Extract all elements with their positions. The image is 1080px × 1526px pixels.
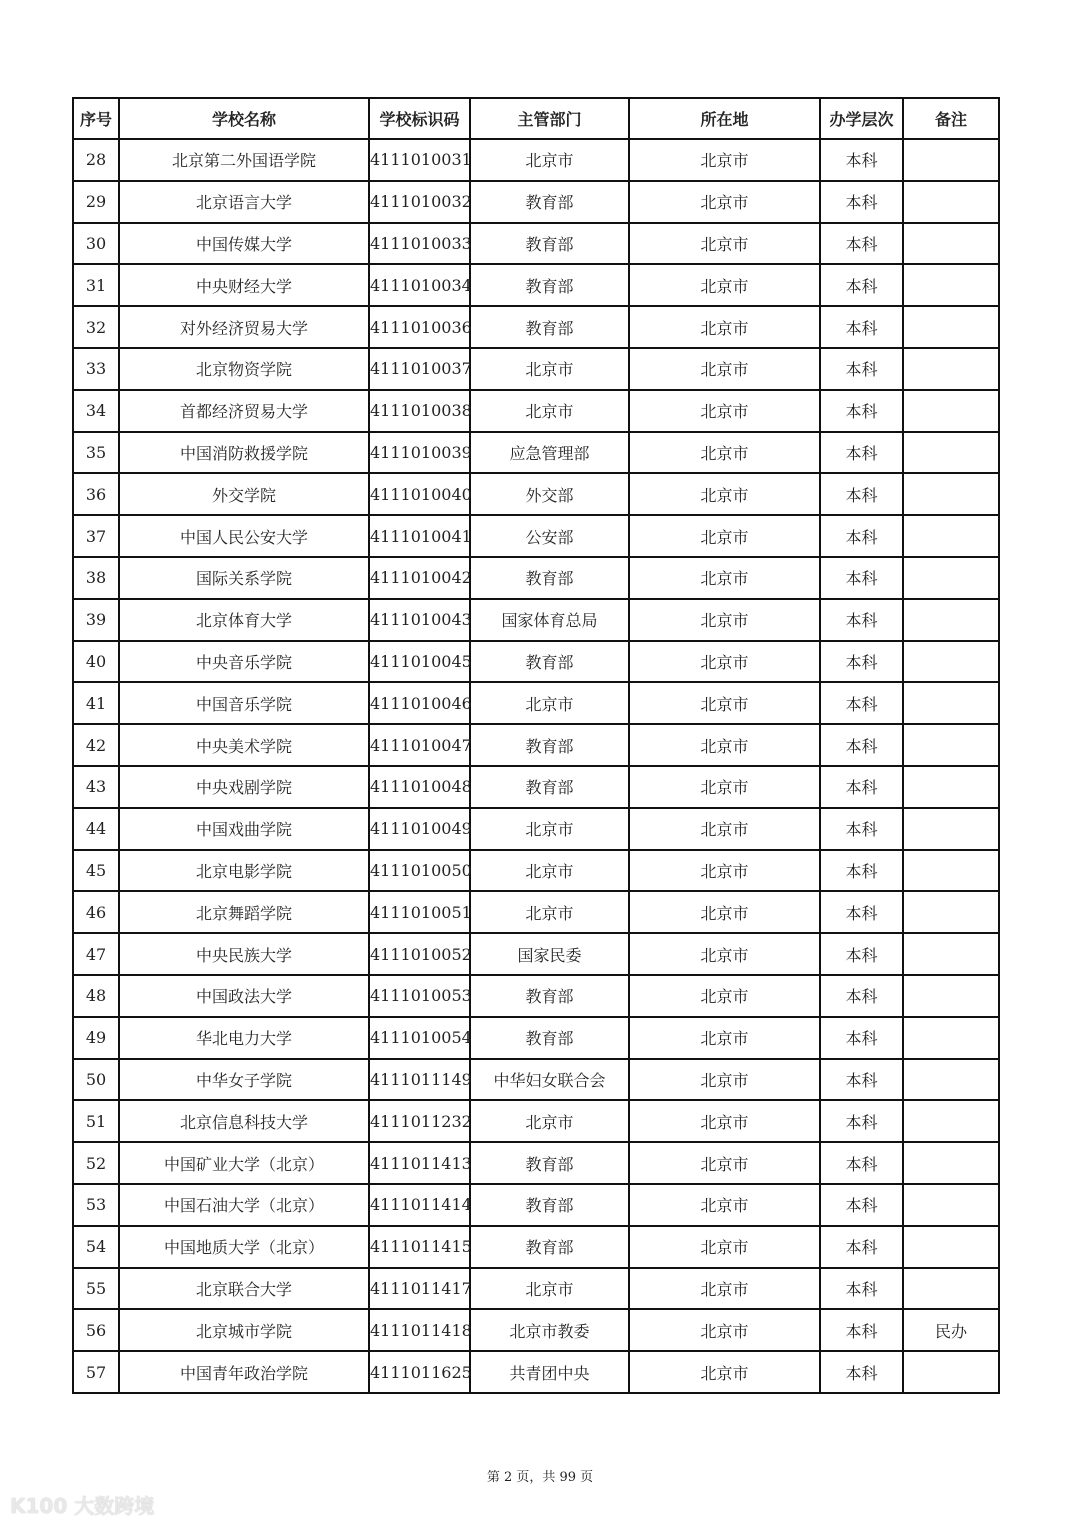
cell-location: 北京市 xyxy=(629,724,820,766)
cell-remark xyxy=(903,1059,999,1101)
cell-level: 本科 xyxy=(820,1309,903,1351)
cell-location: 北京市 xyxy=(629,1184,820,1226)
cell-school-name: 中国地质大学（北京） xyxy=(119,1226,369,1268)
cell-level: 本科 xyxy=(820,390,903,432)
cell-location: 北京市 xyxy=(629,682,820,724)
table-row xyxy=(73,1184,999,1226)
cell-index: 45 xyxy=(73,850,119,892)
cell-department: 教育部 xyxy=(470,306,629,348)
cell-department: 北京市 xyxy=(470,891,629,933)
cell-remark xyxy=(903,808,999,850)
header-department: 主管部门 xyxy=(470,98,629,139)
cell-location: 北京市 xyxy=(629,1268,820,1310)
cell-index: 46 xyxy=(73,891,119,933)
cell-level: 本科 xyxy=(820,306,903,348)
cell-level: 本科 xyxy=(820,473,903,515)
cell-department: 共青团中央 xyxy=(470,1351,629,1393)
cell-remark xyxy=(903,306,999,348)
cell-school-name: 北京信息科技大学 xyxy=(119,1100,369,1142)
table-row xyxy=(73,473,999,515)
cell-school-name: 北京语言大学 xyxy=(119,181,369,223)
cell-remark xyxy=(903,1017,999,1059)
cell-school-name: 北京电影学院 xyxy=(119,850,369,892)
cell-level: 本科 xyxy=(820,1017,903,1059)
cell-location: 北京市 xyxy=(629,1017,820,1059)
cell-department: 教育部 xyxy=(470,1142,629,1184)
cell-location: 北京市 xyxy=(629,1059,820,1101)
table-row xyxy=(73,1351,999,1393)
cell-level: 本科 xyxy=(820,348,903,390)
table-row xyxy=(73,850,999,892)
table-row xyxy=(73,1017,999,1059)
cell-school-code: 4111011418 xyxy=(369,1309,470,1351)
cell-location: 北京市 xyxy=(629,1309,820,1351)
cell-location: 北京市 xyxy=(629,264,820,306)
cell-remark xyxy=(903,599,999,641)
cell-school-code: 4111011414 xyxy=(369,1184,470,1226)
cell-level: 本科 xyxy=(820,1059,903,1101)
table-row xyxy=(73,682,999,724)
cell-school-name: 中国音乐学院 xyxy=(119,682,369,724)
cell-school-code: 4111011413 xyxy=(369,1142,470,1184)
table-row xyxy=(73,306,999,348)
table-row xyxy=(73,641,999,683)
table-row xyxy=(73,724,999,766)
header-remark: 备注 xyxy=(903,98,999,139)
cell-index: 43 xyxy=(73,766,119,808)
cell-remark xyxy=(903,223,999,265)
cell-level: 本科 xyxy=(820,1100,903,1142)
cell-location: 北京市 xyxy=(629,1100,820,1142)
cell-remark xyxy=(903,850,999,892)
cell-department: 教育部 xyxy=(470,641,629,683)
cell-school-name: 中央戏剧学院 xyxy=(119,766,369,808)
cell-school-name: 华北电力大学 xyxy=(119,1017,369,1059)
cell-location: 北京市 xyxy=(629,850,820,892)
table-row xyxy=(73,766,999,808)
table-row xyxy=(73,557,999,599)
cell-department: 教育部 xyxy=(470,223,629,265)
cell-remark xyxy=(903,139,999,181)
cell-school-name: 中国石油大学（北京） xyxy=(119,1184,369,1226)
cell-index: 33 xyxy=(73,348,119,390)
cell-level: 本科 xyxy=(820,1226,903,1268)
cell-school-code: 4111010052 xyxy=(369,933,470,975)
cell-index: 34 xyxy=(73,390,119,432)
cell-school-name: 北京第二外国语学院 xyxy=(119,139,369,181)
cell-school-name: 中国矿业大学（北京） xyxy=(119,1142,369,1184)
cell-department: 北京市教委 xyxy=(470,1309,629,1351)
table-row xyxy=(73,139,999,181)
cell-school-name: 中央民族大学 xyxy=(119,933,369,975)
cell-department: 中华妇女联合会 xyxy=(470,1059,629,1101)
cell-school-code: 4111010043 xyxy=(369,599,470,641)
cell-department: 北京市 xyxy=(470,1268,629,1310)
cell-department: 教育部 xyxy=(470,181,629,223)
cell-index: 39 xyxy=(73,599,119,641)
table-row xyxy=(73,975,999,1017)
cell-remark xyxy=(903,432,999,474)
cell-school-name: 中央财经大学 xyxy=(119,264,369,306)
cell-school-code: 4111011417 xyxy=(369,1268,470,1310)
cell-remark xyxy=(903,473,999,515)
cell-index: 48 xyxy=(73,975,119,1017)
table-row xyxy=(73,1268,999,1310)
cell-department: 国家体育总局 xyxy=(470,599,629,641)
table-row xyxy=(73,223,999,265)
cell-department: 教育部 xyxy=(470,1226,629,1268)
cell-school-code: 4111010047 xyxy=(369,724,470,766)
cell-school-name: 北京物资学院 xyxy=(119,348,369,390)
table-row xyxy=(73,891,999,933)
cell-level: 本科 xyxy=(820,515,903,557)
cell-index: 47 xyxy=(73,933,119,975)
cell-level: 本科 xyxy=(820,766,903,808)
cell-school-code: 4111010048 xyxy=(369,766,470,808)
header-school-name: 学校名称 xyxy=(119,98,369,139)
cell-location: 北京市 xyxy=(629,766,820,808)
table-row xyxy=(73,432,999,474)
watermark-logo: K100 大数跨境 xyxy=(10,1494,155,1518)
cell-level: 本科 xyxy=(820,264,903,306)
cell-remark xyxy=(903,515,999,557)
cell-school-code: 4111011415 xyxy=(369,1226,470,1268)
cell-school-name: 北京舞蹈学院 xyxy=(119,891,369,933)
cell-location: 北京市 xyxy=(629,432,820,474)
cell-index: 32 xyxy=(73,306,119,348)
cell-remark xyxy=(903,264,999,306)
cell-school-code: 4111010045 xyxy=(369,641,470,683)
cell-remark: 民办 xyxy=(903,1309,999,1351)
header-index: 序号 xyxy=(73,98,119,139)
cell-school-code: 4111010032 xyxy=(369,181,470,223)
cell-location: 北京市 xyxy=(629,390,820,432)
cell-school-name: 外交学院 xyxy=(119,473,369,515)
table-row xyxy=(73,348,999,390)
cell-index: 56 xyxy=(73,1309,119,1351)
cell-location: 北京市 xyxy=(629,1351,820,1393)
cell-location: 北京市 xyxy=(629,515,820,557)
cell-index: 57 xyxy=(73,1351,119,1393)
cell-index: 51 xyxy=(73,1100,119,1142)
cell-level: 本科 xyxy=(820,724,903,766)
cell-school-name: 中央美术学院 xyxy=(119,724,369,766)
cell-school-name: 中国传媒大学 xyxy=(119,223,369,265)
cell-level: 本科 xyxy=(820,139,903,181)
cell-department: 北京市 xyxy=(470,348,629,390)
page-number: 第 2 页，共 99 页 xyxy=(486,1470,594,1485)
cell-school-code: 4111011232 xyxy=(369,1100,470,1142)
cell-location: 北京市 xyxy=(629,181,820,223)
cell-remark xyxy=(903,1184,999,1226)
cell-school-name: 对外经济贸易大学 xyxy=(119,306,369,348)
cell-remark xyxy=(903,557,999,599)
schools-table xyxy=(72,97,1000,1394)
cell-school-name: 中央音乐学院 xyxy=(119,641,369,683)
cell-remark xyxy=(903,1142,999,1184)
cell-school-code: 4111010042 xyxy=(369,557,470,599)
cell-index: 40 xyxy=(73,641,119,683)
cell-location: 北京市 xyxy=(629,641,820,683)
cell-school-code: 4111010033 xyxy=(369,223,470,265)
cell-index: 29 xyxy=(73,181,119,223)
cell-level: 本科 xyxy=(820,1142,903,1184)
table-row xyxy=(73,599,999,641)
cell-remark xyxy=(903,641,999,683)
cell-remark xyxy=(903,390,999,432)
cell-school-name: 中国青年政治学院 xyxy=(119,1351,369,1393)
cell-school-code: 4111010041 xyxy=(369,515,470,557)
cell-level: 本科 xyxy=(820,557,903,599)
cell-index: 28 xyxy=(73,139,119,181)
cell-school-name: 中国消防救援学院 xyxy=(119,432,369,474)
table-row xyxy=(73,933,999,975)
cell-remark xyxy=(903,891,999,933)
table-row xyxy=(73,1226,999,1268)
cell-level: 本科 xyxy=(820,808,903,850)
cell-school-code: 4111010050 xyxy=(369,850,470,892)
cell-level: 本科 xyxy=(820,1184,903,1226)
cell-school-code: 4111011625 xyxy=(369,1351,470,1393)
cell-level: 本科 xyxy=(820,599,903,641)
table-row xyxy=(73,515,999,557)
cell-location: 北京市 xyxy=(629,473,820,515)
cell-department: 北京市 xyxy=(470,390,629,432)
table-row xyxy=(73,181,999,223)
cell-school-name: 中国人民公安大学 xyxy=(119,515,369,557)
cell-department: 教育部 xyxy=(470,724,629,766)
cell-index: 30 xyxy=(73,223,119,265)
cell-index: 54 xyxy=(73,1226,119,1268)
cell-school-code: 4111010049 xyxy=(369,808,470,850)
cell-remark xyxy=(903,975,999,1017)
cell-department: 北京市 xyxy=(470,1100,629,1142)
cell-level: 本科 xyxy=(820,975,903,1017)
cell-index: 53 xyxy=(73,1184,119,1226)
cell-level: 本科 xyxy=(820,850,903,892)
cell-level: 本科 xyxy=(820,933,903,975)
cell-department: 北京市 xyxy=(470,850,629,892)
cell-index: 52 xyxy=(73,1142,119,1184)
cell-index: 50 xyxy=(73,1059,119,1101)
cell-school-name: 北京城市学院 xyxy=(119,1309,369,1351)
cell-school-code: 4111011149 xyxy=(369,1059,470,1101)
cell-location: 北京市 xyxy=(629,808,820,850)
cell-index: 41 xyxy=(73,682,119,724)
cell-location: 北京市 xyxy=(629,1142,820,1184)
cell-department: 教育部 xyxy=(470,766,629,808)
cell-location: 北京市 xyxy=(629,1226,820,1268)
cell-index: 31 xyxy=(73,264,119,306)
cell-department: 外交部 xyxy=(470,473,629,515)
cell-remark xyxy=(903,933,999,975)
cell-department: 北京市 xyxy=(470,139,629,181)
cell-school-name: 北京体育大学 xyxy=(119,599,369,641)
header-school-code: 学校标识码 xyxy=(369,98,470,139)
cell-location: 北京市 xyxy=(629,306,820,348)
cell-remark xyxy=(903,1268,999,1310)
cell-school-name: 北京联合大学 xyxy=(119,1268,369,1310)
cell-location: 北京市 xyxy=(629,139,820,181)
cell-school-name: 中国戏曲学院 xyxy=(119,808,369,850)
cell-department: 北京市 xyxy=(470,682,629,724)
cell-department: 公安部 xyxy=(470,515,629,557)
cell-department: 教育部 xyxy=(470,557,629,599)
cell-remark xyxy=(903,1100,999,1142)
cell-school-code: 4111010038 xyxy=(369,390,470,432)
table-row xyxy=(73,808,999,850)
cell-remark xyxy=(903,1226,999,1268)
cell-department: 教育部 xyxy=(470,264,629,306)
cell-index: 35 xyxy=(73,432,119,474)
cell-location: 北京市 xyxy=(629,975,820,1017)
cell-school-name: 首都经济贸易大学 xyxy=(119,390,369,432)
cell-remark xyxy=(903,724,999,766)
table-row xyxy=(73,1142,999,1184)
header-level: 办学层次 xyxy=(820,98,903,139)
cell-level: 本科 xyxy=(820,1268,903,1310)
cell-department: 国家民委 xyxy=(470,933,629,975)
cell-school-name: 中华女子学院 xyxy=(119,1059,369,1101)
cell-index: 49 xyxy=(73,1017,119,1059)
cell-location: 北京市 xyxy=(629,557,820,599)
cell-school-name: 中国政法大学 xyxy=(119,975,369,1017)
cell-school-code: 4111010036 xyxy=(369,306,470,348)
cell-location: 北京市 xyxy=(629,599,820,641)
table-row xyxy=(73,1309,999,1351)
cell-school-code: 4111010053 xyxy=(369,975,470,1017)
cell-level: 本科 xyxy=(820,223,903,265)
cell-location: 北京市 xyxy=(629,933,820,975)
cell-remark xyxy=(903,1351,999,1393)
cell-index: 37 xyxy=(73,515,119,557)
cell-location: 北京市 xyxy=(629,891,820,933)
cell-location: 北京市 xyxy=(629,348,820,390)
cell-school-code: 4111010039 xyxy=(369,432,470,474)
cell-index: 42 xyxy=(73,724,119,766)
table-row xyxy=(73,1100,999,1142)
cell-level: 本科 xyxy=(820,891,903,933)
cell-level: 本科 xyxy=(820,432,903,474)
table-row xyxy=(73,390,999,432)
cell-level: 本科 xyxy=(820,641,903,683)
cell-department: 教育部 xyxy=(470,1017,629,1059)
cell-school-code: 4111010034 xyxy=(369,264,470,306)
cell-school-code: 4111010031 xyxy=(369,139,470,181)
cell-school-code: 4111010037 xyxy=(369,348,470,390)
cell-level: 本科 xyxy=(820,181,903,223)
cell-remark xyxy=(903,348,999,390)
cell-school-name: 国际关系学院 xyxy=(119,557,369,599)
cell-department: 教育部 xyxy=(470,1184,629,1226)
header-location: 所在地 xyxy=(629,98,820,139)
cell-department: 教育部 xyxy=(470,975,629,1017)
cell-level: 本科 xyxy=(820,682,903,724)
cell-remark xyxy=(903,766,999,808)
cell-level: 本科 xyxy=(820,1351,903,1393)
cell-school-code: 4111010040 xyxy=(369,473,470,515)
cell-index: 36 xyxy=(73,473,119,515)
cell-remark xyxy=(903,181,999,223)
table-row xyxy=(73,1059,999,1101)
cell-school-code: 4111010046 xyxy=(369,682,470,724)
table-row xyxy=(73,264,999,306)
cell-department: 应急管理部 xyxy=(470,432,629,474)
cell-school-code: 4111010054 xyxy=(369,1017,470,1059)
table-header-row xyxy=(73,98,999,139)
cell-index: 38 xyxy=(73,557,119,599)
cell-remark xyxy=(903,682,999,724)
cell-school-code: 4111010051 xyxy=(369,891,470,933)
cell-index: 55 xyxy=(73,1268,119,1310)
cell-location: 北京市 xyxy=(629,223,820,265)
cell-department: 北京市 xyxy=(470,808,629,850)
cell-index: 44 xyxy=(73,808,119,850)
